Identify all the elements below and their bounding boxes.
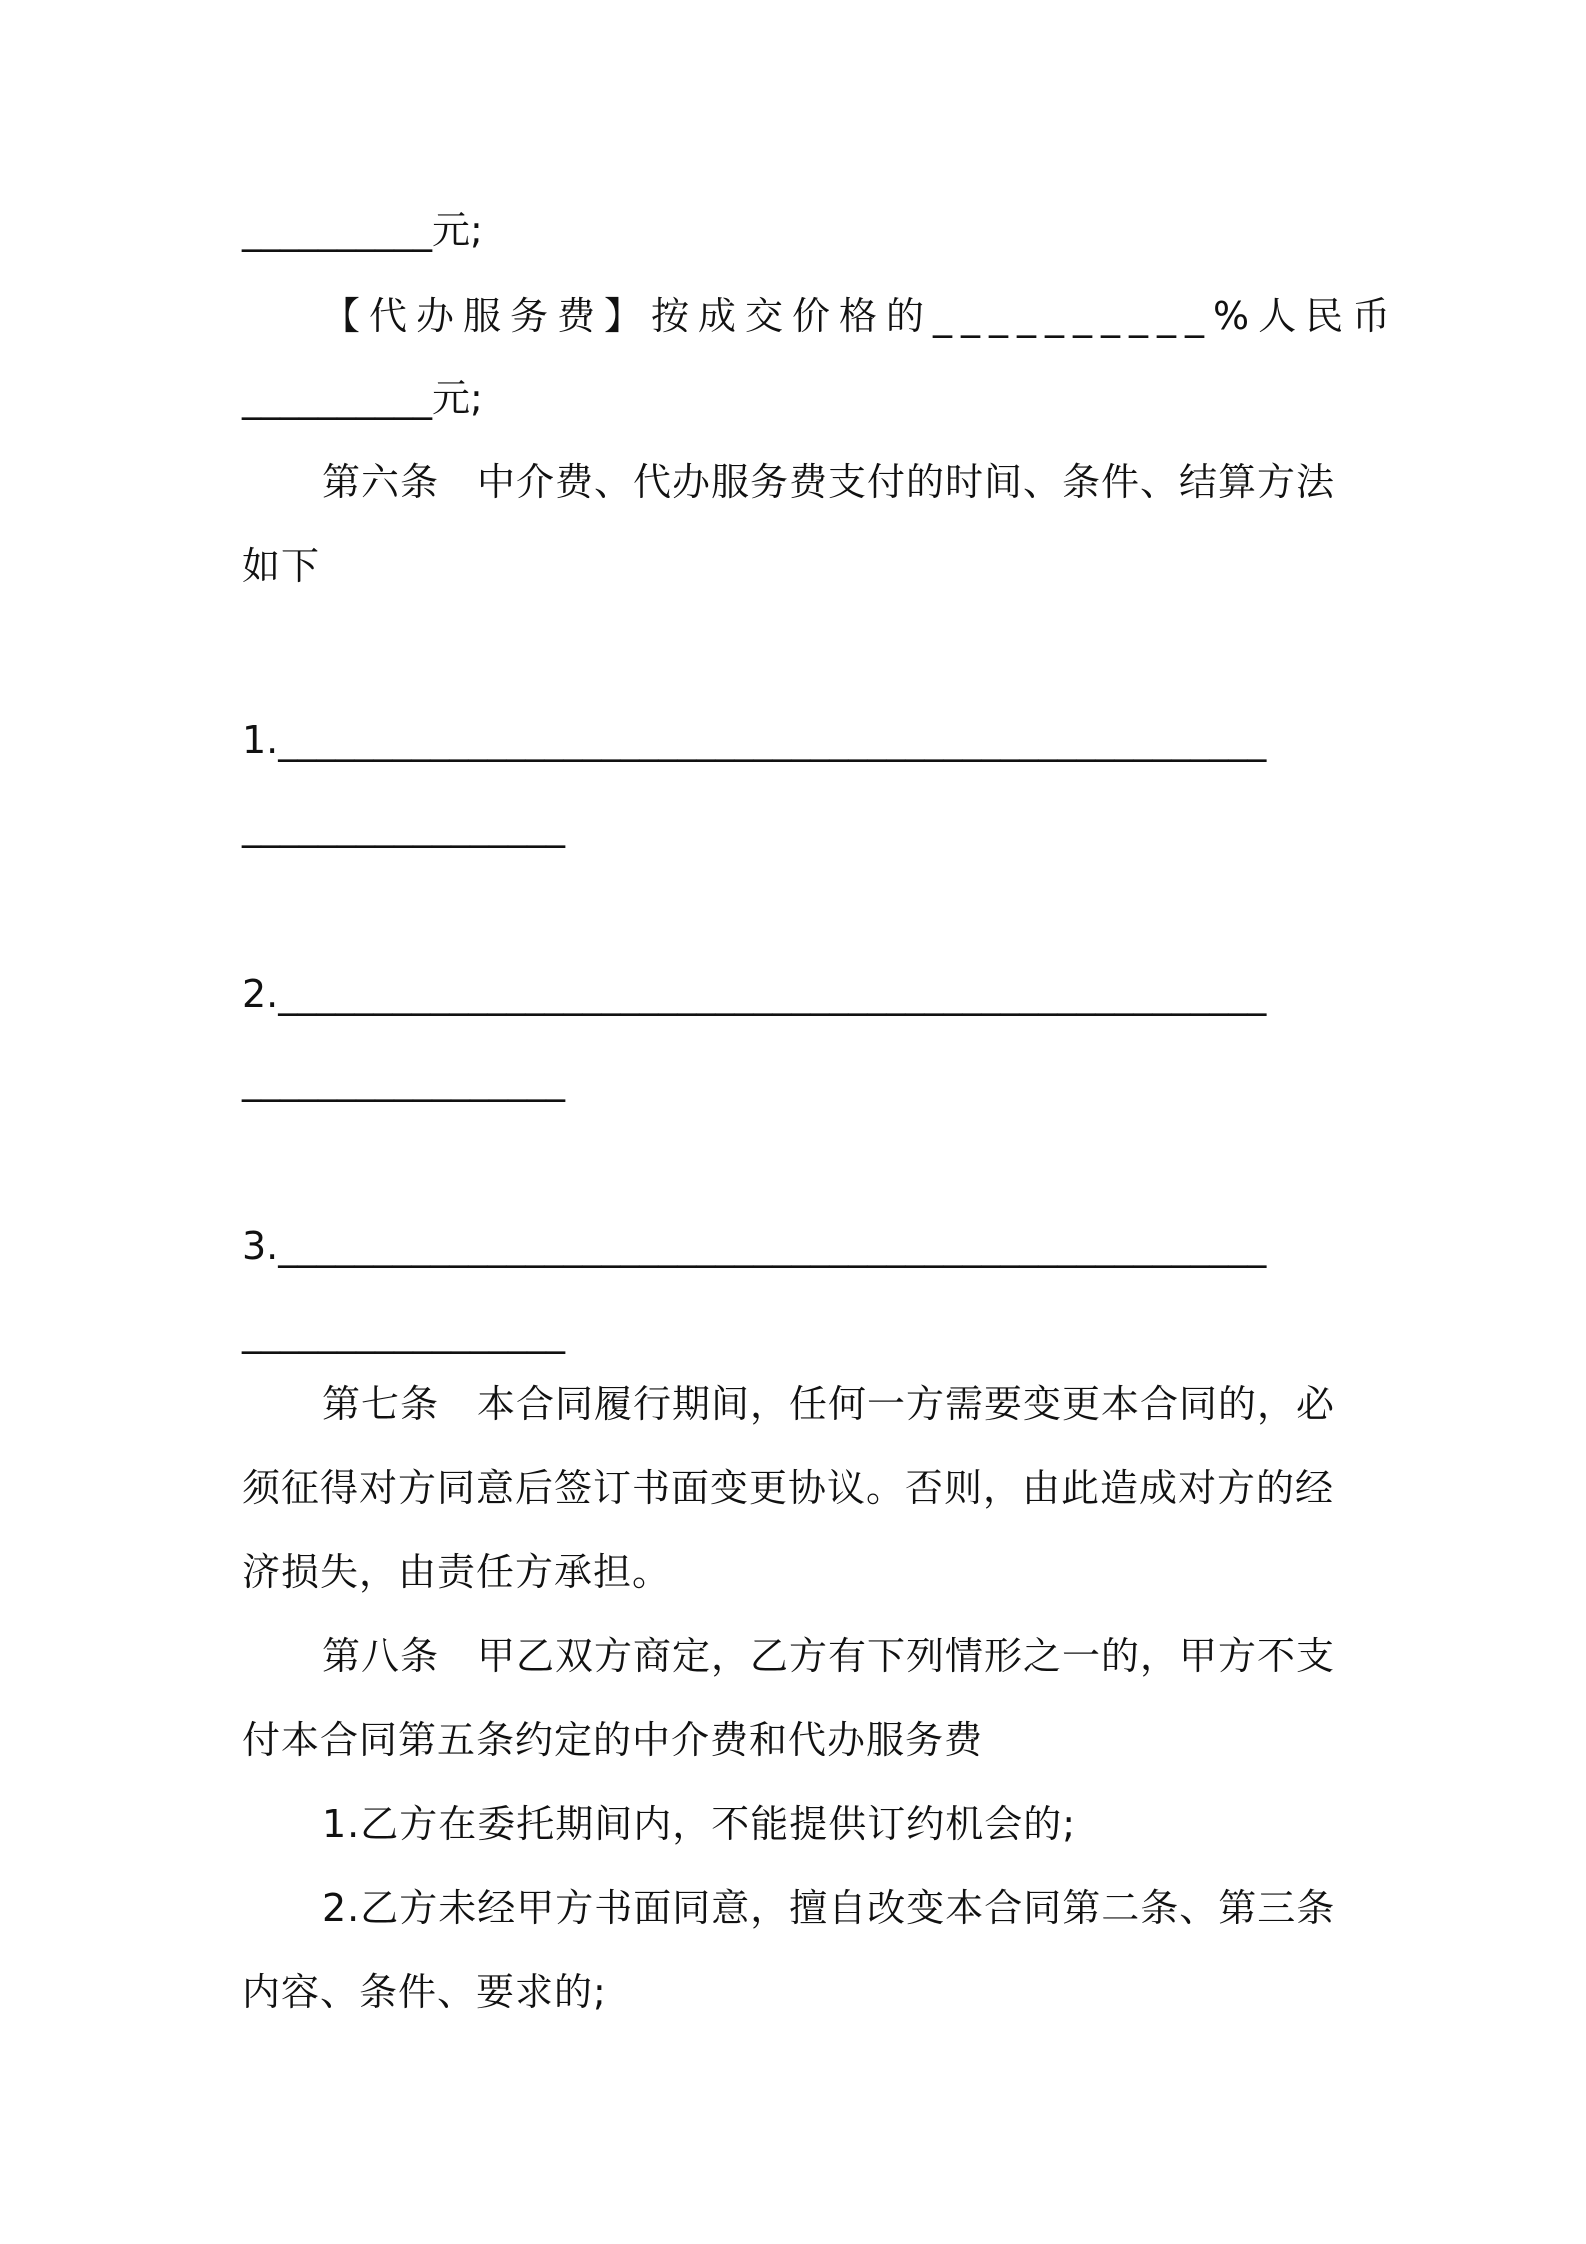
article-seven-line-3 [242,1546,1362,1598]
text-line: 1.乙方在委托期间内，不能提供订约机会的; [322,1802,1077,1846]
text-line: __________元; [242,376,483,420]
article-text: 甲乙双方商定，乙方有下列情形之一的，甲方不支 [477,1634,1336,1678]
article-number: 第七条 [322,1382,440,1426]
article-eight-line-2 [242,1714,1362,1766]
blank-item-2-continuation [242,1054,1362,1106]
text-line: 2.乙方未经甲方书面同意，擅自改变本合同第二条、第三条 [322,1886,1336,1930]
text-line: 【代办服务费】按成交价格的__________%人民币 [322,294,1400,338]
blank-item-3-continuation [242,1306,1362,1358]
text-line: __________元; [242,208,483,252]
article-seven-line-2 [242,1462,1362,1514]
fee-amount-line-1 [242,204,1362,256]
article-eight-item-1 [322,1798,1362,1850]
text-line: _________________ [242,1058,565,1102]
service-fee-clause [322,290,1400,342]
fee-amount-line-2 [242,372,1362,424]
text-line: 3.____________________________________________________ [242,1224,1267,1268]
text-line: 付本合同第五条约定的中介费和代办服务费 [242,1718,984,1762]
text-line: _________________ [242,804,565,848]
blank-item-1-continuation [242,800,1362,852]
text-line: 1.____________________________________________________ [242,718,1267,762]
blank-item-2 [242,968,1362,1020]
article-text: 本合同履行期间，任何一方需要变更本合同的，必 [477,1382,1336,1426]
article-number: 第八条 [322,1634,440,1678]
text-line: 济损失，由责任方承担。 [242,1550,672,1594]
blank-item-3 [242,1220,1362,1272]
article-six-heading [322,456,1362,508]
article-eight-heading [322,1630,1362,1682]
text-line: 须征得对方同意后签订书面变更协议。否则，由此造成对方的经 [242,1466,1335,1510]
article-eight-item-2 [322,1882,1362,1934]
text-line: 如下 [242,544,321,588]
text-line: _________________ [242,1310,565,1354]
text-line: 内容、条件、要求的; [242,1970,607,2014]
blank-item-1 [242,714,1362,766]
text-line: 2.____________________________________________________ [242,972,1267,1016]
article-text: 中介费、代办服务费支付的时间、条件、结算方法 [477,460,1336,504]
article-number: 第六条 [322,460,440,504]
article-seven-heading [322,1378,1362,1430]
article-eight-item-2-continuation [242,1966,1362,2018]
article-six-continuation [242,540,1362,592]
